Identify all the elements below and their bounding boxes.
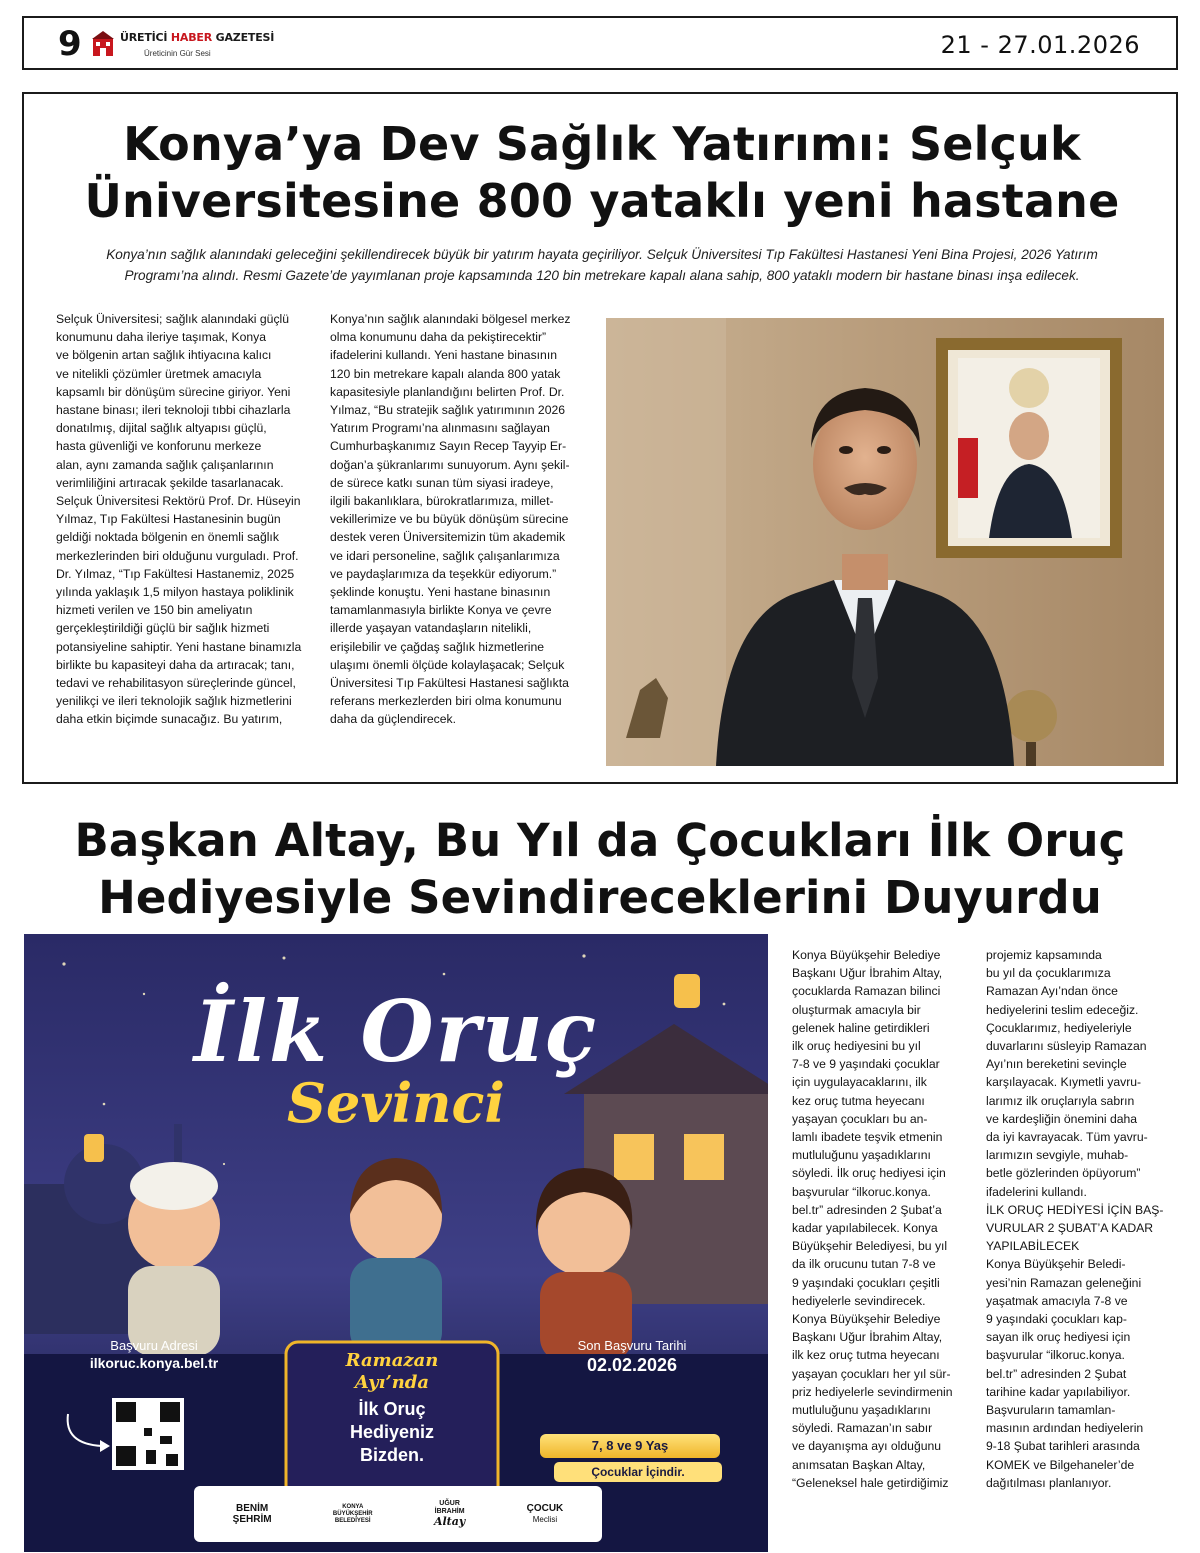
article-text-line: projemiz kapsamında bbox=[986, 948, 1102, 962]
article-text-line: ve kardeşliğin önemini daha bbox=[986, 1111, 1138, 1126]
article-text-line: Ramazan Ayı’ndan önce bbox=[986, 984, 1118, 999]
article-text-line: ifadelerini kullandı. bbox=[986, 1184, 1087, 1199]
article-text-line: kapasitesiyle planlandığını belirten Prof. Dr. bbox=[330, 384, 565, 399]
article-text-line: hasta güvenliği ve konforunu merkeze bbox=[56, 439, 262, 454]
article-text-line: Konya Büyükşehir Belediye bbox=[792, 948, 941, 962]
benim-sehrim-logo: BENİM ŞEHRİM bbox=[232, 1503, 272, 1525]
article-text-line: sayan ilk oruç hediyesi için bbox=[986, 1330, 1131, 1345]
poster-deadline-block bbox=[534, 1338, 730, 1376]
article-text-line: duvarlarını süsleyip Ramazan bbox=[986, 1039, 1147, 1054]
article-text-line: ilgili bakanlıklara, bürokratlarımıza, millet- bbox=[330, 494, 554, 509]
poster-ages: 7, 8 ve 9 Yaş bbox=[591, 1438, 669, 1453]
page-header bbox=[22, 16, 1178, 70]
article-text-line: yenilikçi ve ileri teknolojik sağlık hizmetlerini bbox=[56, 694, 292, 709]
newspaper-logo-icon bbox=[90, 30, 116, 58]
article-text-line: 9-18 Şubat tarihleri arasında bbox=[986, 1439, 1140, 1454]
article-text-line: bel.tr” adresinden 2 Şubat bbox=[986, 1366, 1127, 1381]
article-text-line: hediyelerini teslim edeceğiz. bbox=[986, 1002, 1139, 1017]
article-text-line: dağıtılması planlanıyor. bbox=[986, 1475, 1112, 1490]
article-text-line: doğan’a şükranlarımı sunuyorum. Aynı şekil- bbox=[330, 457, 570, 472]
article-hospital-column-2 bbox=[330, 310, 592, 729]
article-text-line: merkezlerinden biri olduğunu vurguladı. Prof. bbox=[56, 548, 299, 563]
article-text-line: yaşayan çocukları bu an- bbox=[792, 1111, 928, 1126]
article-text-line: Selçuk Üniversitesi; sağlık alanındaki güçlü bbox=[56, 312, 290, 326]
article-text-line: Konya’nın sağlık alanındaki bölgesel merkez bbox=[330, 312, 571, 326]
konya-buyuksehir-logo: KONYA BÜYÜKŞEHİR BELEDİYESİ bbox=[332, 1503, 373, 1524]
article-text-line: YAPILABİLECEK bbox=[986, 1239, 1080, 1254]
article-text-line: Başkanı Uğur İbrahim Altay, bbox=[792, 966, 943, 981]
article-text-line: 9 yaşındaki çocukları çeşitli bbox=[792, 1275, 940, 1290]
cocuk-meclisi-logo: ÇOCUK Meclisi bbox=[526, 1503, 564, 1524]
article-text-line: masının ardından hediyelerin bbox=[986, 1421, 1144, 1436]
article-text-line: geldiği noktada bölgenin en önemli sağlık bbox=[56, 530, 279, 545]
article-text-line: birlikte bu kapasiteyi daha da artıracak; tanı, bbox=[56, 657, 295, 672]
article-text-line: hizmeti verilen ve 150 bin ameliyatın bbox=[56, 603, 253, 618]
article-text-line: destek veren Üniversitemizin tüm akademik bbox=[330, 530, 566, 545]
poster-deadline: 02.02.2026 bbox=[586, 1355, 678, 1375]
poster-address: ilkoruc.konya.bel.tr bbox=[89, 1355, 219, 1371]
article-text-line: bu yıl da çocuklarımıza bbox=[986, 966, 1111, 981]
article-text-line: alan, aynı zamanda sağlık çalışanlarının bbox=[56, 457, 274, 472]
article-text-line: donatılmış, dijital sağlık altyapısı güçlü, bbox=[56, 421, 267, 436]
article-text-line: 120 bin metrekare kapalı alanda 800 yatak bbox=[330, 366, 561, 381]
article-text-line: ulaşımı önemli ölçüde kolaylaşacak; Selçuk bbox=[330, 657, 565, 672]
article-text-line: ilk kez oruç tutma heyecanı bbox=[792, 1348, 940, 1363]
article-text-line: VURULAR 2 ŞUBAT’A KADAR bbox=[986, 1221, 1154, 1236]
article-text-line: de sürece katkı sunan tüm siyasi iradeye, bbox=[330, 475, 554, 490]
article-text-line: Konya Büyükşehir Beledi- bbox=[986, 1257, 1126, 1272]
article-text-line: larımızın sevgiyle, muhab- bbox=[986, 1148, 1129, 1163]
article-text-line: ve dayanışma ayı olduğunu bbox=[792, 1439, 942, 1454]
article-text-line: mutluluğunu yaşadıklarını bbox=[792, 1403, 931, 1418]
article-text-line: şeklinde konuştu. Yeni hastane binasının bbox=[330, 585, 551, 600]
article-text-line: illerde yaşayan vatandaşların nitelikli, bbox=[330, 621, 532, 636]
poster-deadline-label: Son Başvuru Tarihi bbox=[577, 1338, 687, 1353]
article-text-line: başvurular “ilkoruc.konya. bbox=[792, 1184, 931, 1199]
article-text-line: Yatırım Programı’na alınmasını sağlayan bbox=[330, 421, 550, 436]
article-text-line: Büyükşehir Belediyesi, bu yıl bbox=[792, 1239, 948, 1254]
article-hospital bbox=[22, 92, 1178, 784]
article-text-line: kez oruç tutma heyecanı bbox=[792, 1093, 925, 1108]
article-text-line: erişilebilir ve çağdaş sağlık hizmetlerine bbox=[330, 639, 545, 654]
article-ramadan-column-2 bbox=[986, 946, 1170, 1492]
newspaper-title: ÜRETİCİ HABER GAZETESİ bbox=[120, 31, 275, 44]
portrait-illustration bbox=[606, 318, 1164, 766]
article-text-line: potansiyeline sahiptir. Yeni hastane binamızla bbox=[56, 639, 302, 654]
article-text-line: Başkanı Uğur İbrahim Altay, bbox=[792, 1330, 943, 1345]
article-hospital-lead: Konya’nın sağlık alanındaki geleceğini şekillendirecek büyük bir yatırım hayata geçiriliyor. Selçuk Üniversitesi Tıp Fakültesi Hastanesi Yeni Bina Projesi, 2026 Yatırım Programı’na alındı. Resmi Gazete’de yayımlanan proje kapsamında 120 bin metrekare kapalı alana sahip, 800 yataklı modern bir hastane binası inşa edilecek. bbox=[106, 247, 1098, 283]
article-text-line: Çocuklarımız, hediyeleriyle bbox=[986, 1020, 1132, 1035]
article-ramadan-column-1 bbox=[792, 946, 974, 1492]
article-text-line: Yılmaz, Tıp Fakültesi Hastanesinin bugün bbox=[56, 512, 281, 527]
article-text-line: tamamlanmasıyla birlikte Konya ve çevre bbox=[330, 603, 552, 618]
article-text-line: için uygulayacaklarını, ilk bbox=[792, 1075, 927, 1090]
article-hospital-column-1 bbox=[56, 310, 318, 729]
article-text-line: Başvuruların tamamlan- bbox=[986, 1403, 1116, 1418]
article-text-line: ve nitelikli çözümler üretmek amacıyla bbox=[56, 366, 262, 381]
article-text-line: ve bölgenin artan sağlık ihtiyacına kalıcı bbox=[56, 348, 272, 363]
article-text-line: da ilk orucunu tutan 7-8 ve bbox=[792, 1257, 936, 1272]
article-text-line: yesi’nin Ramazan geleneğini bbox=[986, 1275, 1142, 1290]
rector-portrait-photo bbox=[606, 318, 1164, 766]
article-text-line: anımsatan Başkan Altay, bbox=[792, 1457, 926, 1472]
article-text-line: Selçuk Üniversitesi Rektörü Prof. Dr. Hüseyin bbox=[56, 494, 301, 509]
article-text-line: da iyi kavrayacak. Tüm yavru- bbox=[986, 1130, 1148, 1145]
article-text-line: daha etkin biçimde sunacağız. Bu yatırım, bbox=[56, 712, 283, 727]
article-text-line: konumunu daha ileriye taşımak, Konya bbox=[56, 330, 267, 345]
article-text-line: referans merkezlerden biri olma konumunu bbox=[330, 694, 562, 709]
poster-address-label: Başvuru Adresi bbox=[110, 1338, 198, 1353]
article-text-line: Dr. Yılmaz, “Tıp Fakültesi Hastanemiz, 2025 bbox=[56, 566, 295, 581]
article-text-line: ve paydaşlarımıza da teşekkür ediyorum.” bbox=[330, 566, 557, 581]
article-text-line: oluşturmak amacıyla bir bbox=[792, 1002, 921, 1017]
article-text-line: ifadelerini kullandı. Yeni hastane binasının bbox=[330, 348, 557, 363]
article-text-line: tarihine kadar yapılabiliyor. bbox=[986, 1384, 1131, 1399]
issue-date: 21 - 27.01.2026 bbox=[940, 31, 1140, 59]
article-text-line: lamlı ibadete teşvik etmenin bbox=[792, 1130, 943, 1145]
article-text-line: Konya Büyükşehir Belediye bbox=[792, 1312, 941, 1327]
article-text-line: KOMEK ve Bilgehaneler’de bbox=[986, 1457, 1135, 1472]
article-text-line: hediyelerle sevindirecek. bbox=[792, 1293, 926, 1308]
article-text-line: larımız ilk oruçlarıyla sabrın bbox=[986, 1093, 1135, 1108]
poster-title: İlk Oruç Sevinci bbox=[193, 982, 599, 1135]
article-text-line: Yılmaz, “Bu stratejik sağlık yatırımının 2026 bbox=[330, 403, 566, 418]
article-text-line: 9 yaşındaki çocukları kap- bbox=[986, 1312, 1127, 1327]
article-hospital-headline: Konya’ya Dev Sağlık Yatırımı: Selçuk Üniversitesine 800 yataklı yeni hastane bbox=[84, 117, 1120, 228]
article-text-line: yaşatmak amacıyla 7-8 ve bbox=[986, 1293, 1128, 1308]
ugur-ibrahim-altay-logo: UĞUR İBRAHİM Altay bbox=[433, 1500, 466, 1528]
article-text-line: bel.tr” adresinden 2 Şubat’a bbox=[792, 1202, 942, 1217]
poster-center-block: Ramazan Ayı’nda İlk Oruç Hediyeniz Bizden. bbox=[345, 1350, 439, 1465]
article-text-line: kadar yapılabilecek. Konya bbox=[792, 1221, 938, 1236]
newspaper-slogan: Üreticinin Gür Sesi bbox=[144, 49, 211, 58]
article-text-line: İLK ORUÇ HEDİYESİ İÇİN BAŞ- bbox=[986, 1202, 1164, 1217]
article-ramadan-headline: Başkan Altay, Bu Yıl da Çocukları İlk Oruç Hediyesiyle Sevindireceklerini Duyurdu bbox=[74, 814, 1126, 924]
article-text-line: söyledi. İlk oruç hediyesi için bbox=[792, 1166, 946, 1181]
article-text-line: gelenek haline getirdikleri bbox=[792, 1020, 930, 1035]
article-text-line: Üniversitesi Tıp Fakültesi Hastanesi sağlıkta bbox=[330, 676, 569, 691]
article-text-line: ve idari personeline, sağlık çalışanlarımıza bbox=[330, 548, 560, 563]
article-text-line: yılında yaklaşık 1,5 milyon hastaya poliklinik bbox=[56, 585, 294, 600]
article-text-line: yaşayan çocukları her yıl sür- bbox=[792, 1366, 951, 1381]
poster-address-block bbox=[54, 1338, 254, 1371]
article-text-line: söyledi. Ramazan’ın sabır bbox=[792, 1421, 933, 1436]
article-text-line: ilk oruç hediyesini bu yıl bbox=[792, 1039, 921, 1054]
article-text-line: kapsamlı bir dönüşüm sürecine giriyor. Yeni bbox=[56, 384, 291, 399]
article-text-line: olma konumunu daha da pekiştirecektir” bbox=[330, 330, 547, 345]
article-text-line: başvurular “ilkoruc.konya. bbox=[986, 1348, 1125, 1363]
article-text-line: karşılayacak. Kıymetli yavru- bbox=[986, 1075, 1142, 1090]
poster-for-children: Çocuklar İçindir. bbox=[591, 1465, 685, 1479]
article-text-line: Cumhurbaşkanımız Sayın Recep Tayyip Er- bbox=[330, 439, 567, 454]
article-text-line: vekillerimize ve bu büyük dönüşüm sürecine bbox=[330, 512, 569, 527]
poster-logos bbox=[202, 1492, 594, 1536]
article-text-line: betle gözlerinden öpüyorum” bbox=[986, 1166, 1141, 1181]
article-text-line: “Geleneksel hale getirdiğimiz bbox=[792, 1475, 949, 1490]
article-text-line: hastane binası; ileri teknoloji tıbbi cihazlarla bbox=[56, 403, 291, 418]
page-number: 9 bbox=[58, 24, 82, 64]
article-text-line: çocuklarda Ramazan bilinci bbox=[792, 984, 941, 999]
article-text-line: priz hediyelerle sevindirmenin bbox=[792, 1384, 953, 1399]
ilk-oruc-poster bbox=[24, 934, 768, 1552]
article-text-line: gerçekleştirildiği güçlü bir sağlık hizmeti bbox=[56, 621, 270, 636]
article-text-line: Ayı’nın bereketini sevinçle bbox=[986, 1057, 1127, 1072]
article-text-line: mutluluğunu yaşadıklarını bbox=[792, 1148, 931, 1163]
article-text-line: tedavi ve rehabilitasyon süreçlerinde güncel, bbox=[56, 676, 296, 691]
article-text-line: verimliliğini artıracak şekilde tasarlanacak. bbox=[56, 475, 284, 490]
article-text-line: 7-8 ve 9 yaşındaki çocuklar bbox=[792, 1057, 940, 1072]
article-text-line: daha da güçlendirecek. bbox=[330, 712, 457, 727]
